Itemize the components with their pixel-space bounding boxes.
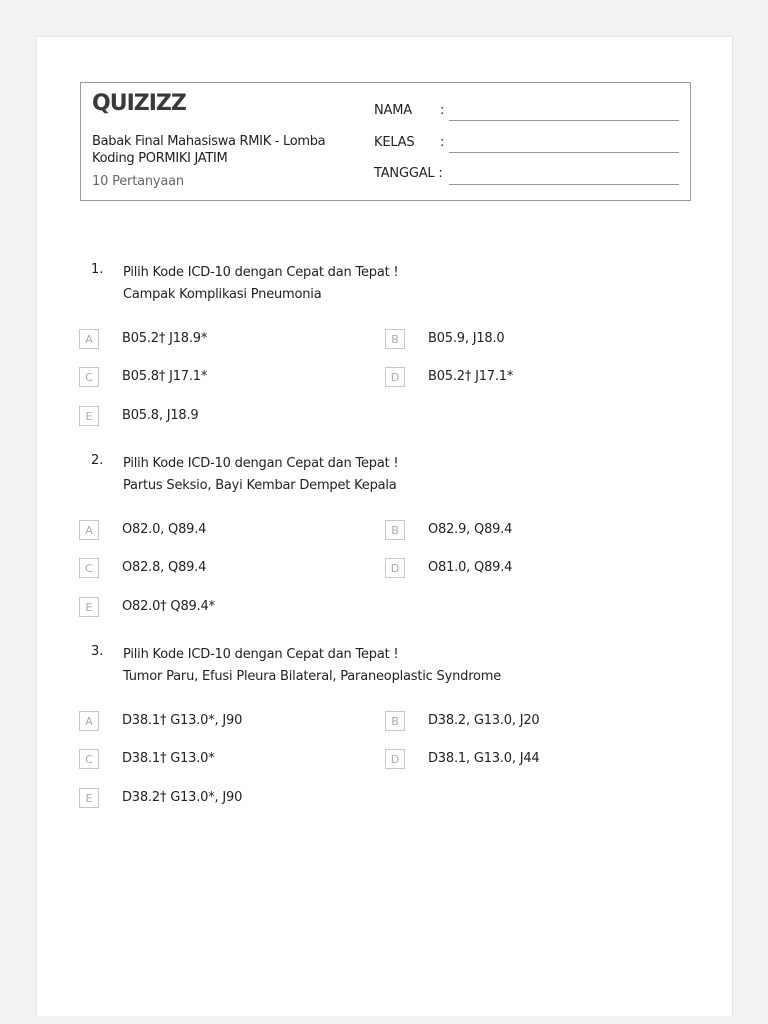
option-text: B05.9, J18.0 xyxy=(428,331,505,346)
option-letter-box[interactable]: C xyxy=(79,749,99,769)
question-text xyxy=(123,262,683,306)
option-letter-box[interactable]: A xyxy=(79,711,99,731)
option-letter-box[interactable]: E xyxy=(79,406,99,426)
option-text: D38.2, G13.0, J20 xyxy=(428,713,540,728)
class-line[interactable] xyxy=(449,152,679,153)
question-prompt: Pilih Kode ICD-10 dengan Cepat dan Tepat ! xyxy=(123,265,399,280)
class-label: KELAS xyxy=(374,135,415,150)
option-text: O81.0, Q89.4 xyxy=(428,560,513,575)
question-number: 1. xyxy=(91,262,104,277)
name-label: NAMA xyxy=(374,103,412,118)
quizizz-logo: QUIZIZZ xyxy=(92,91,186,116)
option-text: D38.1† G13.0* xyxy=(122,751,215,766)
date-line[interactable] xyxy=(449,184,679,185)
quiz-title: Babak Final Mahasiswa RMIK - Lomba Koding PORMIKI JATIM xyxy=(92,134,326,166)
option-letter-box[interactable]: B xyxy=(385,329,405,349)
option-text: B05.2† J17.1* xyxy=(428,369,514,384)
option-text: O82.0, Q89.4 xyxy=(122,522,207,537)
option-text: O82.9, Q89.4 xyxy=(428,522,513,537)
worksheet-page xyxy=(36,36,733,1016)
option-letter-box[interactable]: C xyxy=(79,367,99,387)
option-letter-box[interactable]: D xyxy=(385,558,405,578)
worksheet-header xyxy=(80,82,691,201)
option-text: D38.2† G13.0*, J90 xyxy=(122,790,243,805)
question-prompt: Pilih Kode ICD-10 dengan Cepat dan Tepat ! xyxy=(123,647,399,662)
date-label: TANGGAL xyxy=(374,166,435,181)
name-line[interactable] xyxy=(449,120,679,121)
date-field xyxy=(374,166,443,181)
option-letter-box[interactable]: D xyxy=(385,749,405,769)
option-text: D38.1† G13.0*, J90 xyxy=(122,713,243,728)
option-letter-box[interactable]: C xyxy=(79,558,99,578)
question-prompt: Pilih Kode ICD-10 dengan Cepat dan Tepat ! xyxy=(123,456,399,471)
option-letter-box[interactable]: E xyxy=(79,788,99,808)
option-letter-box[interactable]: D xyxy=(385,367,405,387)
question-subject: Tumor Paru, Efusi Pleura Bilateral, Paraneoplastic Syndrome xyxy=(123,669,502,684)
option-letter-box[interactable]: A xyxy=(79,520,99,540)
option-letter-box[interactable]: B xyxy=(385,711,405,731)
question-number: 3. xyxy=(91,644,104,659)
option-text: D38.1, G13.0, J44 xyxy=(428,751,540,766)
option-letter-box[interactable]: E xyxy=(79,597,99,617)
name-field xyxy=(374,103,444,118)
question-count: 10 Pertanyaan xyxy=(92,174,184,189)
question-subject: Partus Seksio, Bayi Kembar Dempet Kepala xyxy=(123,478,397,493)
option-text: B05.8, J18.9 xyxy=(122,408,199,423)
class-field xyxy=(374,135,444,150)
question-text xyxy=(123,453,683,497)
class-sep: : xyxy=(440,135,445,150)
question-subject: Campak Komplikasi Pneumonia xyxy=(123,287,322,302)
name-sep: : xyxy=(440,103,445,118)
option-letter-box[interactable]: B xyxy=(385,520,405,540)
question-text xyxy=(123,644,683,688)
option-text: O82.8, Q89.4 xyxy=(122,560,207,575)
option-text: O82.0† Q89.4* xyxy=(122,599,215,614)
option-text: B05.2† J18.9* xyxy=(122,331,208,346)
date-sep: : xyxy=(438,166,443,181)
question-number: 2. xyxy=(91,453,104,468)
option-letter-box[interactable]: A xyxy=(79,329,99,349)
option-text: B05.8† J17.1* xyxy=(122,369,208,384)
